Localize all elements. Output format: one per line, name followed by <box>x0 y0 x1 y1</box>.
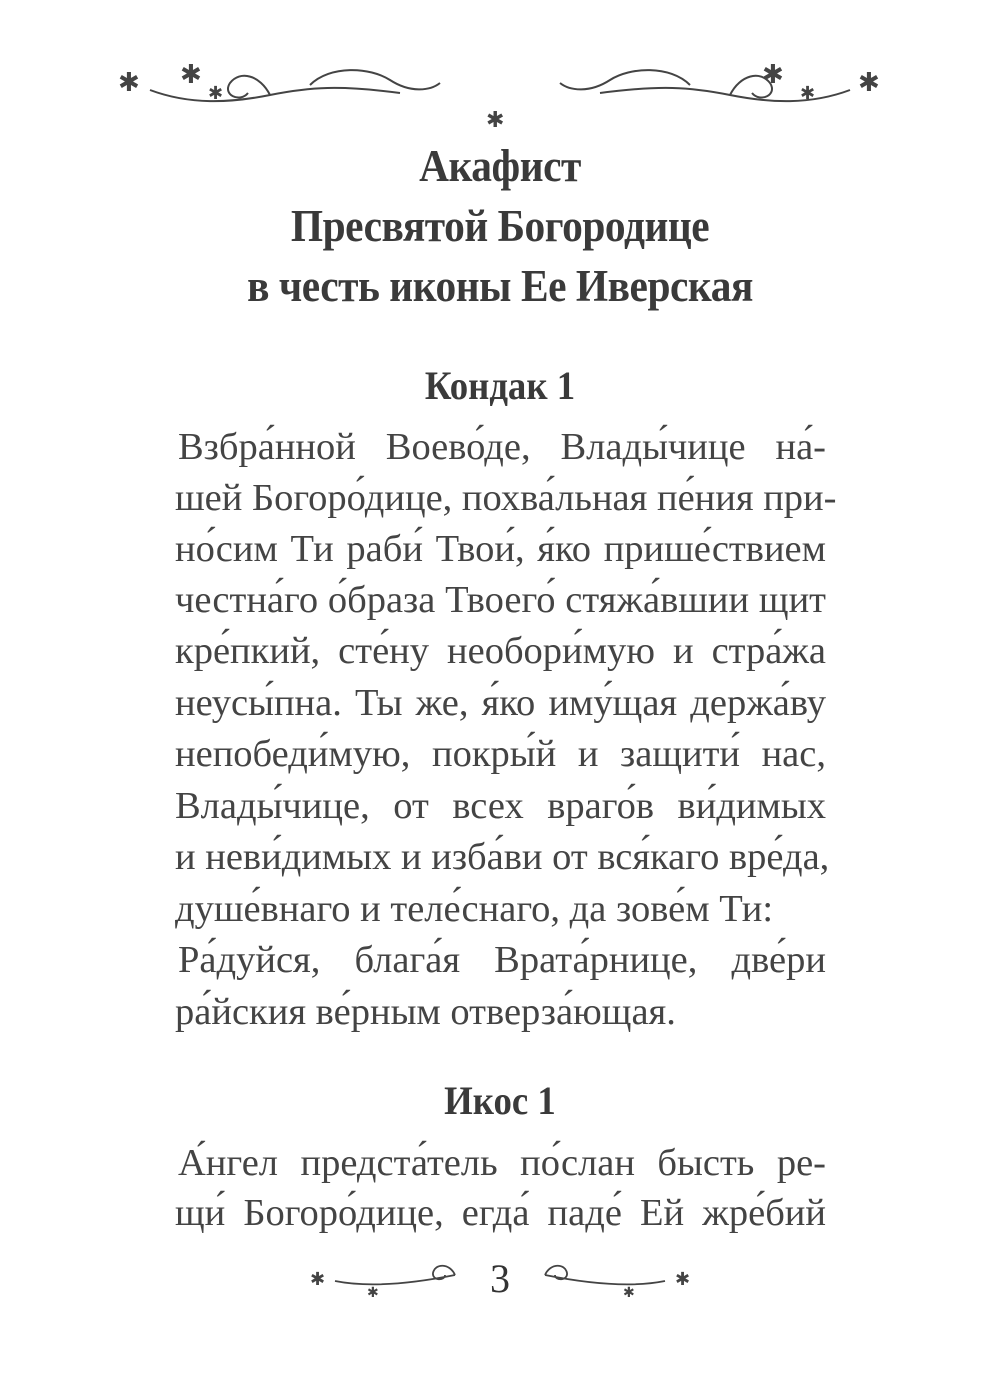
kondak-line: но́сим Ти раби́ Твои́, я́ко прише́ствием <box>175 528 826 570</box>
kondak-line: неусы́пна. Ты же, я́ко иму́щая держа́ву <box>175 682 826 724</box>
svg-text:✱: ✱ <box>310 1269 326 1290</box>
kondak-line: ра́йския ве́рным отверза́ющая. <box>175 991 676 1033</box>
svg-text:✱: ✱ <box>367 1285 379 1300</box>
svg-text:✱: ✱ <box>180 60 202 90</box>
page-number: 3 <box>490 1256 510 1301</box>
title-line-1: Акафист <box>419 141 581 191</box>
svg-text:✱: ✱ <box>858 68 880 98</box>
svg-text:✱: ✱ <box>208 83 224 104</box>
svg-text:✱: ✱ <box>623 1285 635 1300</box>
kondak-line: Ра́дуйся, блага́я Врата́рнице, две́ри <box>178 939 826 981</box>
title-line-2: Пресвятой Богородице <box>290 201 710 251</box>
ikos-line: А́нгел предста́тель по́слан бысть ре- <box>178 1142 826 1184</box>
kondak-heading: Кондак 1 <box>424 363 576 408</box>
kondak-line: шей Богоро́дице, похва́льная пе́ния при- <box>175 477 837 519</box>
kondak-line: душе́внаго и теле́снаго, да зове́м Ти: <box>175 888 774 930</box>
svg-text:✱: ✱ <box>762 60 784 90</box>
kondak-line: кре́пкий, сте́ну необори́мую и стра́жа <box>175 630 826 672</box>
kondak-line: честна́го о́браза Твоего́ стяжа́вшии щит <box>175 579 826 621</box>
ikos-heading: Икос 1 <box>444 1078 556 1123</box>
ikos-line: щи́ Богоро́дице, егда́ паде́ Ей жре́бий <box>175 1192 826 1234</box>
kondak-line: Влады́чице, от всех враго́в ви́димых <box>175 785 826 827</box>
kondak-line: непобеди́мую, покры́й и защити́ нас, <box>175 733 826 775</box>
svg-text:✱: ✱ <box>486 108 505 130</box>
title-line-3: в честь иконы Ее Иверская <box>247 261 753 311</box>
kondak-line: Взбра́нной Воево́де, Влады́чице на́- <box>178 426 826 468</box>
top-floral-ornament <box>110 55 890 130</box>
svg-text:✱: ✱ <box>800 83 816 104</box>
svg-text:✱: ✱ <box>675 1269 691 1290</box>
svg-text:✱: ✱ <box>118 68 140 98</box>
kondak-line: и неви́димых и изба́ви от вся́каго вре́да, <box>175 836 830 878</box>
